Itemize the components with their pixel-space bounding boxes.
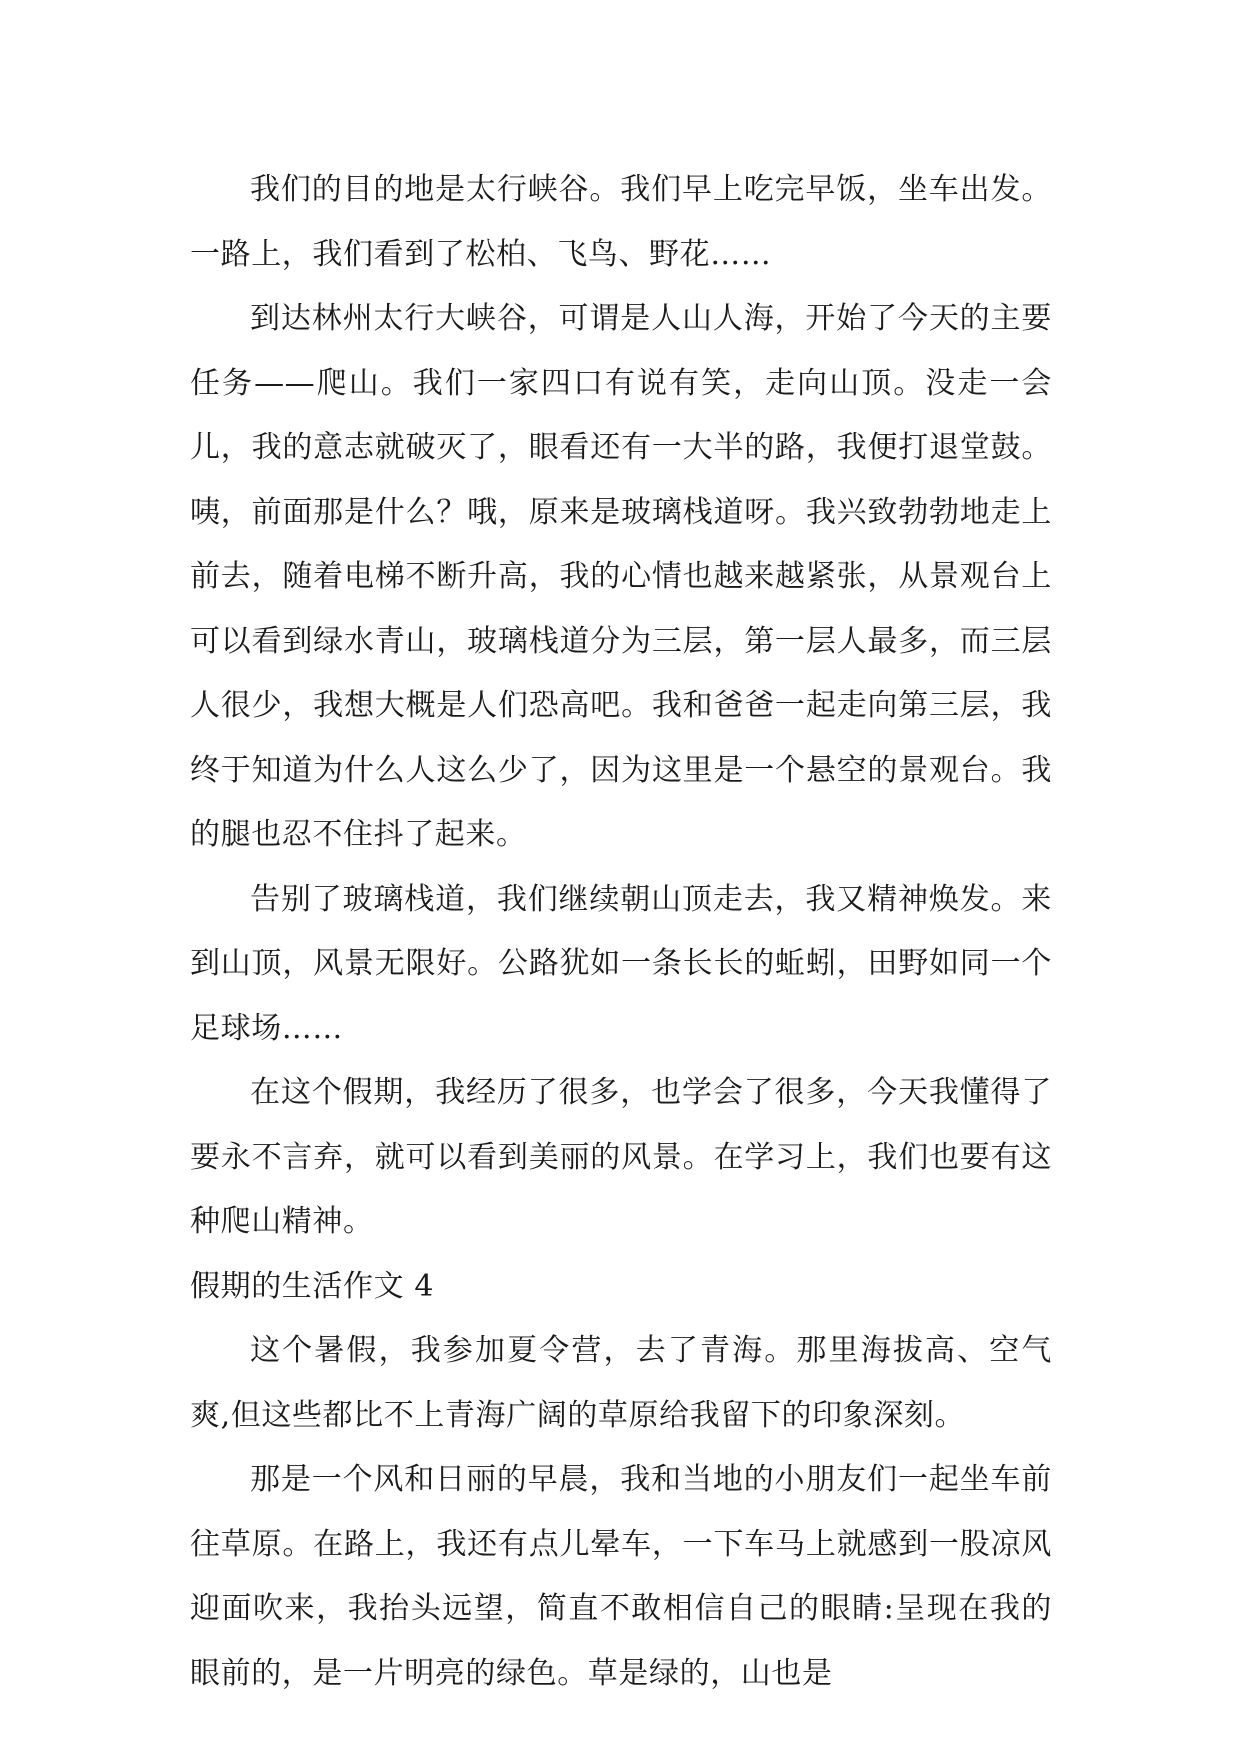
paragraph-summer-camp: 这个暑假，我参加夏令营，去了青海。那里海拔高、空气爽,但这些都比不上青海广阔的草原给我留下的印象深刻。	[190, 1333, 1052, 1433]
document-page	[190, 158, 1052, 1706]
paragraph-mountain-top: 告别了玻璃栈道，我们继续朝山顶走去，我又精神焕发。来到山顶，风景无限好。公路犹如一条长长的蚯蚓，田野如同一个足球场……	[190, 881, 1052, 1046]
section-heading: 假期的生活作文 4	[190, 1268, 435, 1304]
paragraph-glass-walkway: 到达林州太行大峡谷，可谓是人山人海，开始了今天的主要任务——爬山。我们一家四口有说有笑，走向山顶。没走一会儿，我的意志就破灭了，眼看还有一大半的路，我便打退堂鼓。咦，前面那是什么？哦，原来是玻璃栈道呀。我兴致勃勃地走上前去，随着电梯不断升高，我的心情也越来越紧张，从景观台上可以看到绿水青山，玻璃栈道分为三层，第一层人最多，而三层人很少，我想大概是人们恐高吧。我和爸爸一起走向第三层，我终于知道为什么人这么少了，因为这里是一个悬空的景观台。我的腿也忍不住抖了起来。	[190, 301, 1052, 852]
paragraph-destination: 我们的目的地是太行峡谷。我们早上吃完早饭，坐车出发。一路上，我们看到了松柏、飞鸟、野花……	[190, 172, 1052, 272]
paragraph-grassland: 那是一个风和日丽的早晨，我和当地的小朋友们一起坐车前往草原。在路上，我还有点儿晕车，一下车马上就感到一股凉风迎面吹来，我抬头远望，简直不敢相信自己的眼睛:呈现在我的眼前的，是一片明亮的绿色。草是绿的，山也是	[190, 1462, 1052, 1691]
paragraph-conclusion: 在这个假期，我经历了很多，也学会了很多，今天我懂得了要永不言弃，就可以看到美丽的风景。在学习上，我们也要有这种爬山精神。	[190, 1075, 1052, 1239]
